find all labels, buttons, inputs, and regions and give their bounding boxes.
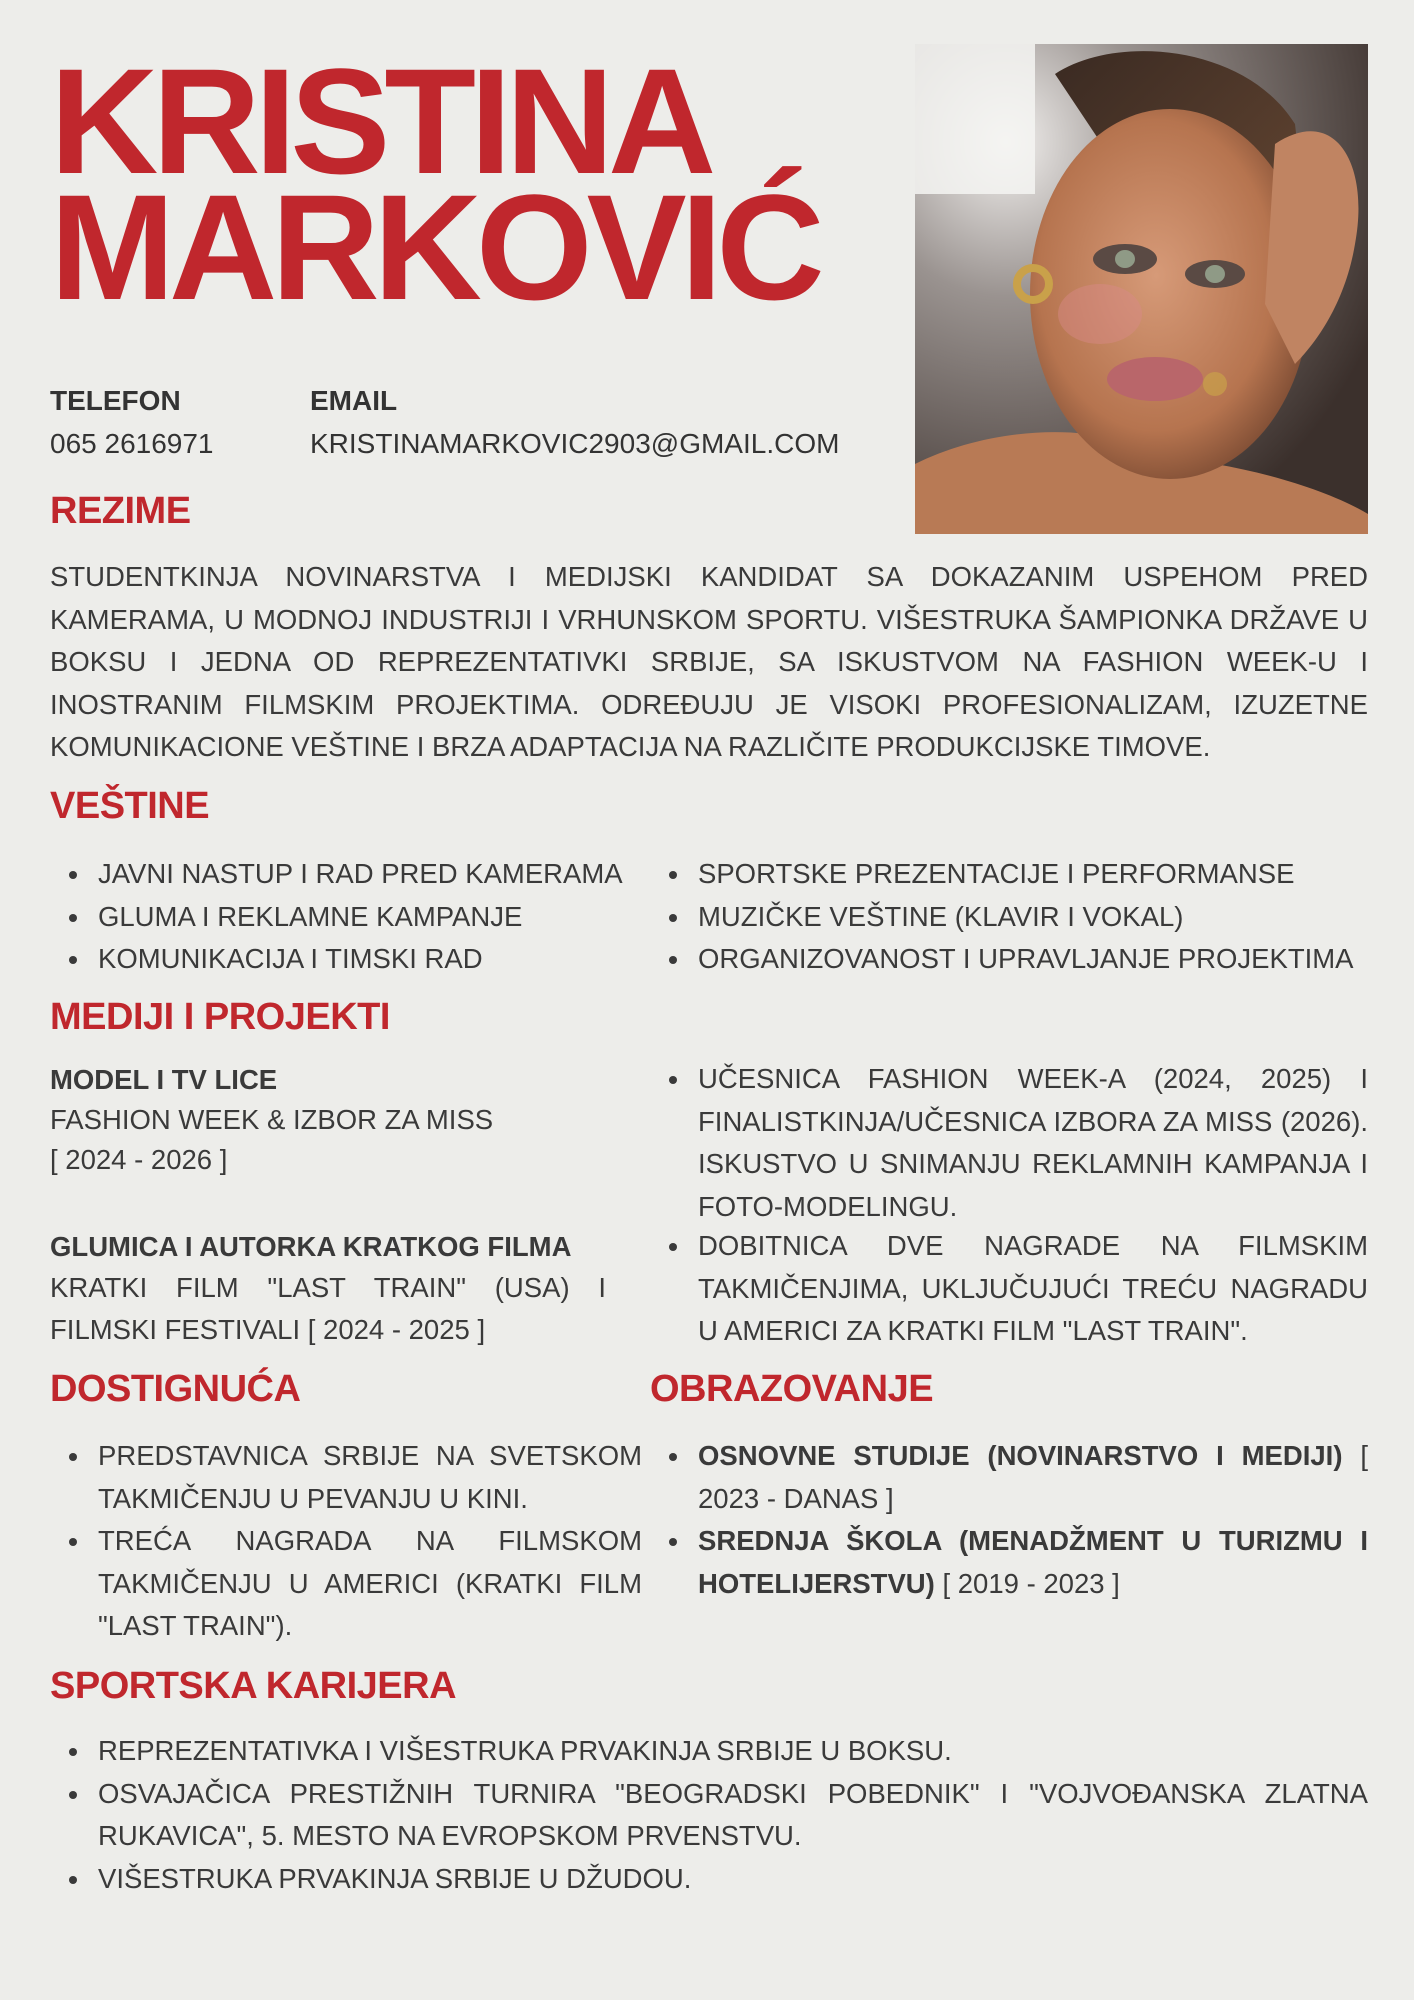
education-degree: SREDNJA ŠKOLA (MENADŽMENT U TURIZMU I HOTELIJERSTVU) [698,1525,1368,1599]
media-heading: MEDIJI I PROJEKTI [50,996,390,1038]
list-item: KOMUNIKACIJA I TIMSKI RAD [50,938,642,981]
education-years: [ 2023 - DANAS ] [698,1440,1368,1514]
education-years: [ 2019 - 2023 ] [942,1567,1120,1599]
sports-heading: SPORTSKA KARIJERA [50,1665,457,1707]
list-item: JAVNI NASTUP I RAD PRED KAMERAMA [50,853,642,896]
education-heading: OBRAZOVANJE [650,1368,934,1410]
media-description-list-2 [650,1225,1368,1353]
summary-heading: REZIME [50,490,191,532]
media-role: MODEL I TV LICE [50,1064,278,1095]
media-event: KRATKI FILM "LAST TRAIN" (USA) I FILMSKI FESTIVALI [ 2024 - 2025 ] [50,1272,606,1345]
phone-label: TELEFON [50,385,181,416]
resume-name [50,37,819,331]
list-item: OSVAJAČICA PRESTIŽNIH TURNIRA "BEOGRADSKI POBEDNIK" I "VOJVOĐANSKA ZLATNA RUKAVICA", 5. MESTO NA EVROPSKOM PRVENSTVU. [50,1773,1368,1858]
sports-list [50,1730,1368,1900]
list-item: VIŠESTRUKA PRVAKINJA SRBIJE U DŽUDOU. [50,1858,1368,1901]
education-list [650,1435,1368,1605]
media-role: GLUMICA I AUTORKA KRATKOG FILMA [50,1231,572,1262]
first-name: KRISTINA [50,37,711,205]
list-item: TREĆA NAGRADA NA FILMSKOM TAKMIČENJU U AMERICI (KRATKI FILM "LAST TRAIN"). [50,1520,642,1648]
media-entry-actress [50,1227,606,1351]
list-item: DOBITNICA DVE NAGRADE NA FILMSKIM TAKMIČENJIMA, UKLJUČUJUĆI TREĆU NAGRADU U AMERICI ZA KRATKI FILM "LAST TRAIN". [650,1225,1368,1353]
email-label: EMAIL [310,385,398,416]
achievements-list [50,1435,642,1648]
media-entry-model [50,1060,610,1180]
list-item: PREDSTAVNICA SRBIJE NA SVETSKOM TAKMIČENJU U PEVANJU U KINI. [50,1435,642,1520]
list-item [650,1435,1368,1520]
list-item: REPREZENTATIVKA I VIŠESTRUKA PRVAKINJA SRBIJE U BOKSU. [50,1730,1368,1773]
skills-heading: VEŠTINE [50,785,210,827]
portrait-image [915,44,1368,534]
phone-value[interactable]: 065 2616971 [50,428,214,459]
list-item [650,1520,1368,1605]
list-item: UČESNICA FASHION WEEK-A (2024, 2025) I FINALISTKINJA/UČESNICA IZBORA ZA MISS (2026). ISKUSTVO U SNIMANJU REKLAMNIH KAMPANJA I FOTO-MODELINGU. [650,1058,1368,1228]
profile-photo [915,44,1368,534]
list-item: GLUMA I REKLAMNE KAMPANJE [50,896,642,939]
list-item: MUZIČKE VEŠTINE (KLAVIR I VOKAL) [650,896,1368,939]
email-value[interactable]: KRISTINAMARKOVIC2903@GMAIL.COM [310,428,840,459]
skills-list-right [650,853,1368,981]
last-name: MARKOVIĆ [50,163,819,331]
media-event: FASHION WEEK & IZBOR ZA MISS [50,1104,494,1135]
achievements-heading: DOSTIGNUĆA [50,1368,301,1410]
media-years: [ 2024 - 2026 ] [50,1144,228,1175]
education-degree: OSNOVNE STUDIJE (NOVINARSTVO I MEDIJI) [698,1440,1343,1471]
media-description-list-1 [650,1058,1368,1228]
skills-list-left [50,853,642,981]
list-item: ORGANIZOVANOST I UPRAVLJANJE PROJEKTIMA [650,938,1368,981]
summary-text: STUDENTKINJA NOVINARSTVA I MEDIJSKI KANDIDAT SA DOKAZANIM USPEHOM PRED KAMERAMA, U MODNOJ INDUSTRIJI I VRHUNSKOM SPORTU. VIŠESTRUKA ŠAMPIONKA DRŽAVE U BOKSU I JEDNA OD REPREZENTATIVKI SRBIJE, SA ISKUSTVOM NA FASHION WEEK-U I INOSTRANIM FILMSKIM PROJEKTIMA. ODREĐUJU JE VISOKI PROFESIONALIZAM, IZUZETNE KOMUNIKACIONE VEŠTINE I BRZA ADAPTACIJA NA RAZLIČITE PRODUKCIJSKE TIMOVE. [50,561,1368,762]
list-item: SPORTSKE PREZENTACIJE I PERFORMANSE [650,853,1368,896]
